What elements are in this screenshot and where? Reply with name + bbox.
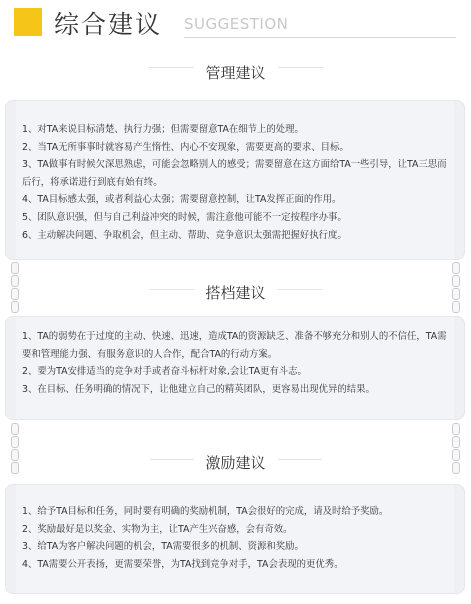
list-item: 1、对TA来说目标清楚、执行力强；但需要留意TA在细节上的处理。 [22, 124, 304, 135]
chain-link-icon [11, 436, 19, 448]
list-item: 3、在目标、任务明确的情况下，让他建立自己的精英团队，更容易出现优异的结果。 [22, 383, 375, 395]
list-item: 3、给TA为客户解决问题的机会，TA需要很多的机制、资源和奖励。 [22, 541, 304, 553]
section-title-partner: 搭档建议 [205, 284, 266, 302]
management-list [16, 121, 454, 244]
list-item: 4、TA需要公开表扬，更需要荣誉，为TA找到竞争对手，TA会表现的更优秀。 [22, 558, 344, 570]
partner-list [16, 328, 454, 398]
list-item: 1、给予TA目标和任务，同时要有明确的奖励机制，TA会很好的完成，请及时给予奖励。 [22, 506, 389, 517]
list-item: 4、TA目标感太强，或者利益心太强；需要留意控制，让TA发挥正面的作用。 [22, 194, 342, 206]
list-item: 2、要为TA安排适当的竞争对手或者奋斗标杆对象,会让TA更有斗志。 [22, 366, 307, 378]
motivation-list [16, 503, 454, 573]
list-item: 5、团队意识强，但与自己利益冲突的时候，需注意他可能不一定按程序办事。 [22, 211, 347, 223]
list-item: 2、奖励最好是以奖金、实物为主，让TA产生兴奋感，会有奇效。 [22, 523, 293, 535]
partner-panel [5, 316, 465, 420]
chain-link-icon [11, 262, 19, 274]
chain-link-icon [452, 262, 460, 274]
page-title: 综合建议 [54, 10, 163, 39]
management-panel [5, 100, 465, 260]
motivation-panel [5, 484, 465, 594]
section-title-management: 管理建议 [205, 64, 266, 82]
list-item: 2、当TA无所事事时就容易产生惰性、内心不安现象，需要更高的要求、目标。 [22, 141, 349, 153]
chain-link-icon [11, 423, 19, 435]
accent-square [14, 8, 42, 36]
section-title-motivation: 激励建议 [205, 454, 266, 472]
chain-link-icon [452, 423, 460, 435]
chain-link-icon [452, 436, 460, 448]
list-item: 6、主动解决问题、争取机会，但主动、帮助、竞争意识太强需把握好执行度。 [22, 229, 347, 241]
list-item: 3、TA做事有时候欠深思熟虑，可能会忽略别人的感受；需要留意在这方面给TA一些引导，让TA三思而后行，将承诺进行到底有始有终。 [22, 159, 447, 188]
header [0, 0, 471, 44]
page-subtitle: SUGGESTION [184, 15, 289, 33]
list-item: 1、TA的弱势在于过度的主动、快速、迅速，造成TA的资源缺乏、准备不够充分和别人的不信任，TA需要和管理能力强、有服务意识的人合作，配合TA的行动方案。 [22, 331, 447, 360]
header-divider [184, 37, 456, 38]
